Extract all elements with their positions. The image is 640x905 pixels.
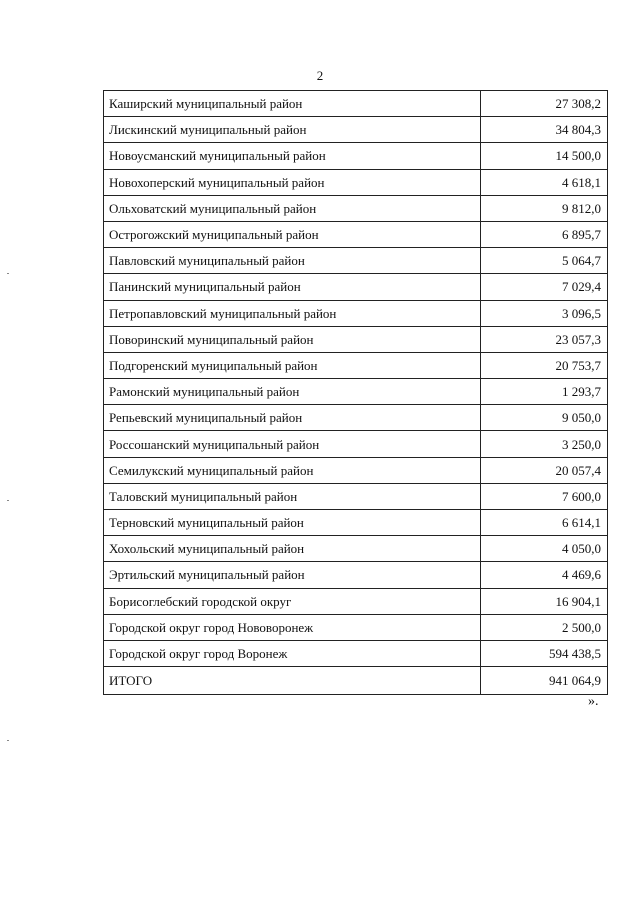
table-row: [104, 195, 608, 221]
district-name-cell: Новоусманский муниципальный район: [104, 143, 481, 169]
amount-cell: 594 438,5: [481, 640, 608, 666]
total-label: ИТОГО: [104, 667, 481, 695]
page-number: 2: [316, 68, 324, 83]
table-row: [104, 510, 608, 536]
table-row: [104, 483, 608, 509]
scan-speck: [7, 273, 9, 274]
table-row: [104, 300, 608, 326]
table-row: [104, 614, 608, 640]
district-name-cell: Городской округ город Нововоронеж: [104, 614, 481, 640]
district-name-cell: Ольховатский муниципальный район: [104, 195, 481, 221]
district-name-cell: Павловский муниципальный район: [104, 248, 481, 274]
total-row: [104, 667, 608, 695]
table-row: [104, 117, 608, 143]
amount-cell: 1 293,7: [481, 379, 608, 405]
amount-cell: 3 096,5: [481, 300, 608, 326]
district-name-cell: Таловский муниципальный район: [104, 483, 481, 509]
amount-cell: 20 057,4: [481, 457, 608, 483]
district-name-cell: Панинский муниципальный район: [104, 274, 481, 300]
table-row: [104, 143, 608, 169]
district-name-cell: Борисоглебский городской округ: [104, 588, 481, 614]
district-name-cell: Терновский муниципальный район: [104, 510, 481, 536]
table-row: [104, 248, 608, 274]
table-row: [104, 640, 608, 666]
scan-speck: [7, 500, 9, 501]
table-row: [104, 588, 608, 614]
table-row: [104, 221, 608, 247]
amount-cell: 5 064,7: [481, 248, 608, 274]
amount-cell: 14 500,0: [481, 143, 608, 169]
district-name-cell: Новохоперский муниципальный район: [104, 169, 481, 195]
table-row: [104, 379, 608, 405]
district-name-cell: Поворинский муниципальный район: [104, 326, 481, 352]
amount-cell: 4 050,0: [481, 536, 608, 562]
amount-cell: 4 618,1: [481, 169, 608, 195]
table-row: [104, 457, 608, 483]
amount-cell: 34 804,3: [481, 117, 608, 143]
amount-cell: 2 500,0: [481, 614, 608, 640]
table-row: [104, 326, 608, 352]
district-name-cell: Хохольский муниципальный район: [104, 536, 481, 562]
district-name-cell: Репьевский муниципальный район: [104, 405, 481, 431]
district-name-cell: Подгоренский муниципальный район: [104, 352, 481, 378]
amount-cell: 20 753,7: [481, 352, 608, 378]
budget-allocation-table: [103, 90, 608, 695]
closing-quote-mark: ».: [588, 694, 599, 709]
amount-cell: 16 904,1: [481, 588, 608, 614]
district-name-cell: Острогожский муниципальный район: [104, 221, 481, 247]
district-name-cell: Эртильский муниципальный район: [104, 562, 481, 588]
district-name-cell: Городской округ город Воронеж: [104, 640, 481, 666]
amount-cell: 4 469,6: [481, 562, 608, 588]
table-row: [104, 274, 608, 300]
district-name-cell: Каширский муниципальный район: [104, 91, 481, 117]
amount-cell: 6 895,7: [481, 221, 608, 247]
amount-cell: 6 614,1: [481, 510, 608, 536]
table-row: [104, 405, 608, 431]
district-name-cell: Лискинский муниципальный район: [104, 117, 481, 143]
district-name-cell: Семилукский муниципальный район: [104, 457, 481, 483]
table-row: [104, 169, 608, 195]
amount-cell: 9 050,0: [481, 405, 608, 431]
amount-cell: 9 812,0: [481, 195, 608, 221]
district-name-cell: Рамонский муниципальный район: [104, 379, 481, 405]
scan-speck: [7, 740, 9, 741]
amount-cell: 7 029,4: [481, 274, 608, 300]
table-row: [104, 536, 608, 562]
amount-cell: 3 250,0: [481, 431, 608, 457]
table-body: [104, 91, 608, 695]
table-row: [104, 352, 608, 378]
table-row: [104, 91, 608, 117]
table-row: [104, 562, 608, 588]
table-row: [104, 431, 608, 457]
district-name-cell: Петропавловский муниципальный район: [104, 300, 481, 326]
district-name-cell: Россошанский муниципальный район: [104, 431, 481, 457]
total-value: 941 064,9: [481, 667, 608, 695]
amount-cell: 7 600,0: [481, 483, 608, 509]
amount-cell: 23 057,3: [481, 326, 608, 352]
amount-cell: 27 308,2: [481, 91, 608, 117]
